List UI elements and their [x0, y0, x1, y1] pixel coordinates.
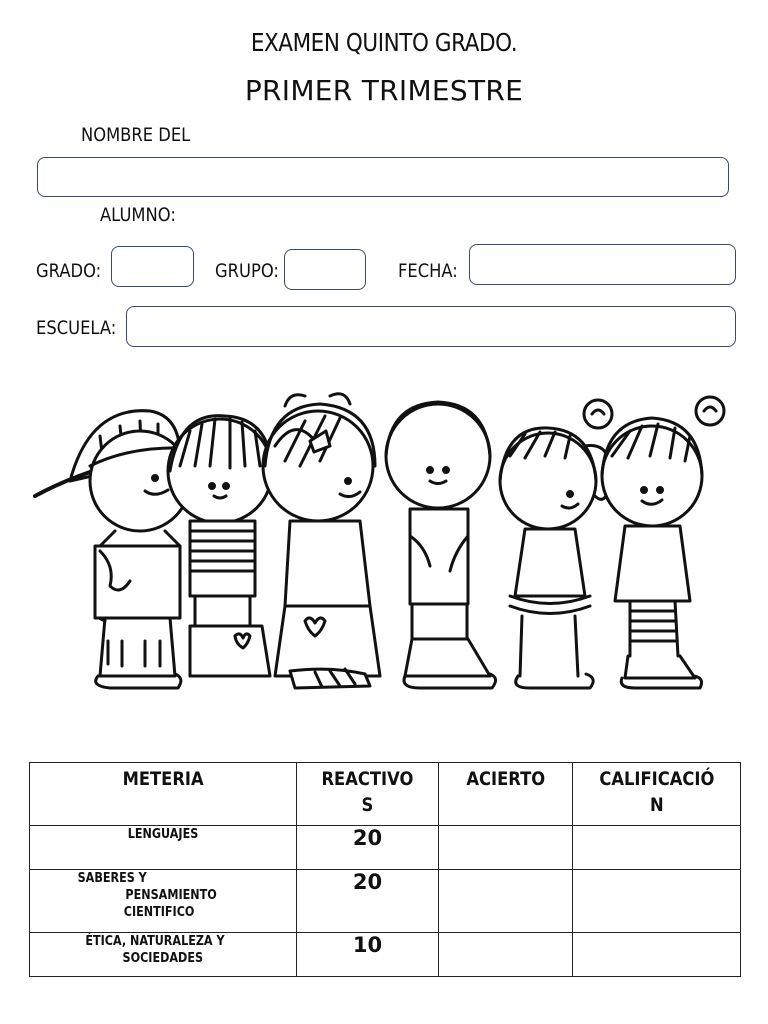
child-5-icon — [500, 428, 611, 688]
nombre-label: NOMBRE DEL — [81, 124, 191, 146]
child-2-icon — [168, 416, 272, 676]
table-row — [30, 870, 741, 933]
calificacion-cell[interactable] — [573, 870, 741, 933]
reactivos-cell: 10 — [297, 933, 439, 977]
grupo-label: GRUPO: — [215, 260, 279, 282]
nombre-field[interactable] — [37, 157, 729, 197]
exam-title: EXAMEN QUINTO GRADO. — [250, 28, 518, 57]
fecha-label: FECHA: — [398, 260, 458, 282]
acierto-cell[interactable] — [439, 826, 573, 870]
header-calificacion: CALIFICACIÓ N — [573, 763, 741, 826]
child-1-icon — [35, 411, 190, 688]
calificacion-cell[interactable] — [573, 933, 741, 977]
table-row — [30, 933, 741, 977]
grades-table — [29, 762, 741, 977]
materia-cell: SABERES Y PENSAMIENTO CIENTIFICO — [30, 870, 297, 933]
child-4-icon — [386, 402, 496, 688]
calificacion-cell[interactable] — [573, 826, 741, 870]
child-6-icon — [584, 397, 724, 688]
materia-cell: ÉTICA, NATURALEZA Y SOCIEDADES — [30, 933, 297, 977]
materia-cell: LENGUAJES — [30, 826, 297, 870]
header-materia: METERIA — [30, 763, 297, 826]
exam-subtitle: PRIMER TRIMESTRE — [244, 74, 524, 107]
table-row — [30, 826, 741, 870]
child-3-icon — [263, 394, 380, 688]
reactivos-cell: 20 — [297, 826, 439, 870]
fecha-field[interactable] — [469, 244, 736, 285]
header-reactivos: REACTIVO S — [297, 763, 439, 826]
grado-field[interactable] — [111, 246, 194, 287]
acierto-cell[interactable] — [439, 933, 573, 977]
table-header-row — [30, 763, 741, 826]
reactivos-cell: 20 — [297, 870, 439, 933]
header-acierto: ACIERTO — [439, 763, 573, 826]
escuela-label: ESCUELA: — [36, 317, 117, 339]
alumno-label: ALUMNO: — [100, 204, 176, 226]
escuela-field[interactable] — [126, 306, 736, 347]
grupo-field[interactable] — [284, 249, 366, 290]
acierto-cell[interactable] — [439, 870, 573, 933]
children-illustration — [30, 386, 738, 696]
grado-label: GRADO: — [36, 260, 102, 282]
